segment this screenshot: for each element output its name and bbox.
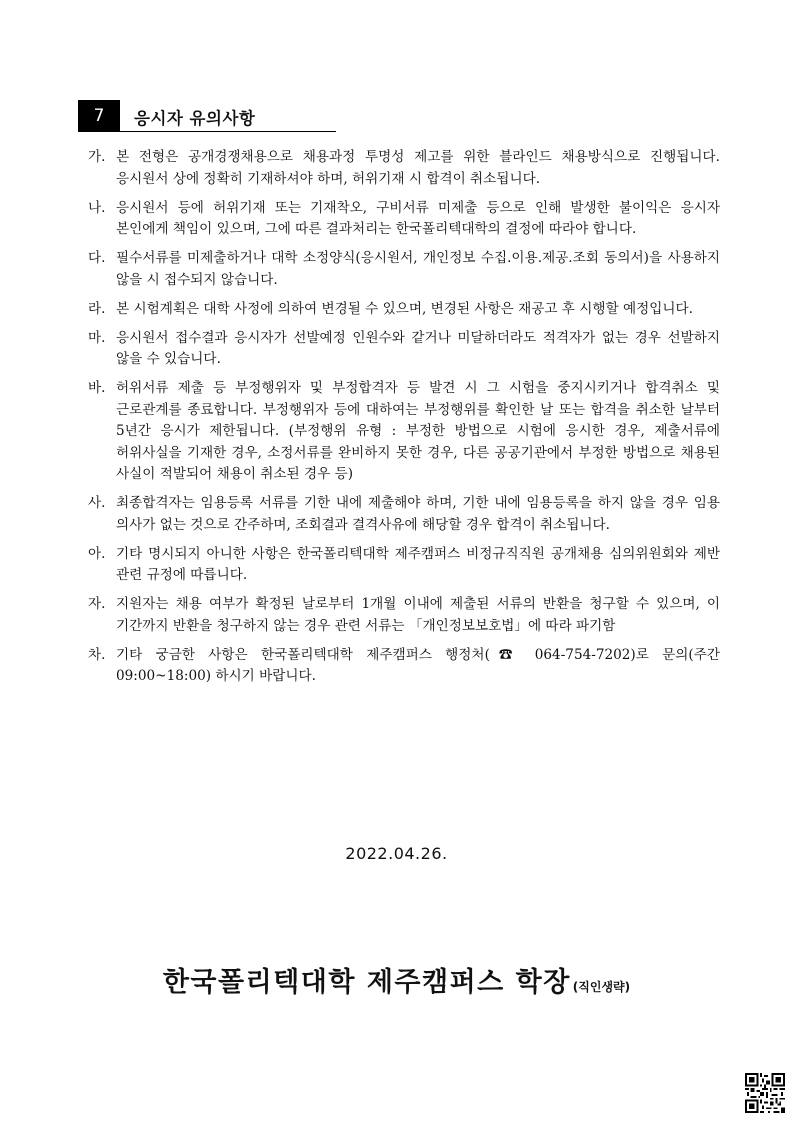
item-marker: 나. — [88, 199, 106, 216]
list-item — [88, 493, 720, 536]
item-marker: 차. — [88, 646, 106, 663]
list-item — [88, 594, 720, 637]
notes-list — [88, 147, 720, 695]
item-text: 응시원서 등에 허위기재 또는 기재착오, 구비서류 미제출 등으로 인해 발생한 불이익은 응시자 본인에게 책임이 있으며, 그에 따른 결과처리는 한국폴리텍대학의 결정에 따라야 합니다. — [116, 199, 720, 237]
list-item — [88, 328, 720, 371]
item-marker: 마. — [88, 329, 106, 346]
signature-name: 한국폴리텍대학 제주캠퍼스 학장 — [162, 967, 571, 998]
item-text: 응시원서 접수결과 응시자가 선발예정 인원수와 같거나 미달하더라도 적격자가 없는 경우 선발하지 않을 수 있습니다. — [116, 329, 720, 367]
item-text: 기타 명시되지 아니한 사항은 한국폴리텍대학 제주캠퍼스 비정규직직원 공개채용 심의위원회와 제반 관련 규정에 따릅니다. — [116, 545, 720, 583]
item-marker: 다. — [88, 250, 106, 266]
seal-omitted-note: (직인생략) — [572, 980, 631, 994]
item-marker: 자. — [88, 596, 106, 612]
item-marker: 사. — [88, 495, 106, 511]
item-marker: 가. — [88, 149, 106, 165]
list-item — [88, 299, 720, 321]
list-item — [88, 248, 720, 291]
item-text: 최종합격자는 임용등록 서류를 기한 내에 제출해야 하며, 기한 내에 임용등록을 하지 않을 경우 임용 의사가 없는 것으로 간주하며, 조회결과 결격사유에 해당할 경우 합격이 취소됩니다. — [116, 495, 720, 533]
item-text: 본 시험계획은 대학 사정에 의하여 변경될 수 있으며, 변경된 사항은 재공고 후 시행할 예정입니다. — [116, 300, 693, 317]
document-date: 2022.04.26. — [345, 844, 448, 863]
item-marker: 바. — [88, 380, 106, 396]
item-text: 허위서류 제출 등 부정행위자 및 부정합격자 등 발견 시 그 시험을 중지시키거나 합격취소 및 근로관계를 종료합니다. 부정행위자 등에 대하여는 부정행위를 확인한 날 또는 합격을 취소한 날부터 5년간 응시가 제한됩니다. (부정행위 유형 : 부정한 방법으로 시험에 응시한 경우, 제출서류에 허위사실을 기재한 경우, 소정서류를 완비하지 못한 경우, 다른 공공기관에서 부정한 방법으로 채용된 사실이 적발되어 채용이 취소된 경우 등) — [116, 380, 720, 482]
section-title: 응시자 유의사항 — [134, 109, 256, 128]
list-item — [88, 645, 720, 688]
list-item — [88, 544, 720, 587]
list-item — [88, 378, 720, 486]
qr-code-icon — [745, 1073, 785, 1113]
item-text: 지원자는 채용 여부가 확정된 날로부터 1개월 이내에 제출된 서류의 반환을 청구할 수 있으며, 이 기간까지 반환을 청구하지 않는 경우 관련 서류는 「개인정보보호법」에 따라 파기함 — [116, 596, 720, 634]
item-marker: 라. — [88, 300, 106, 317]
item-text: 필수서류를 미제출하거나 대학 소정양식(응시원서, 개인정보 수집.이용.제공.조회 동의서)을 사용하지 않을 시 접수되지 않습니다. — [116, 250, 720, 288]
section-header — [78, 100, 336, 132]
item-text: 본 전형은 공개경쟁채용으로 채용과정 투명성 제고를 위한 블라인드 채용방식으로 진행됩니다. 응시원서 상에 정확히 기재하셔야 하며, 허위기재 시 합격이 취소됩니다. — [116, 149, 720, 187]
item-text: 기타 궁금한 사항은 한국폴리텍대학 제주캠퍼스 행정처(☎ 064-754-7202)로 문의(주간 09:00~18:00) 하시기 바랍니다. — [116, 646, 720, 684]
section-number: 7 — [78, 100, 120, 131]
list-item — [88, 147, 720, 190]
signature-block — [0, 960, 793, 999]
list-item — [88, 198, 720, 241]
item-marker: 아. — [88, 545, 106, 562]
